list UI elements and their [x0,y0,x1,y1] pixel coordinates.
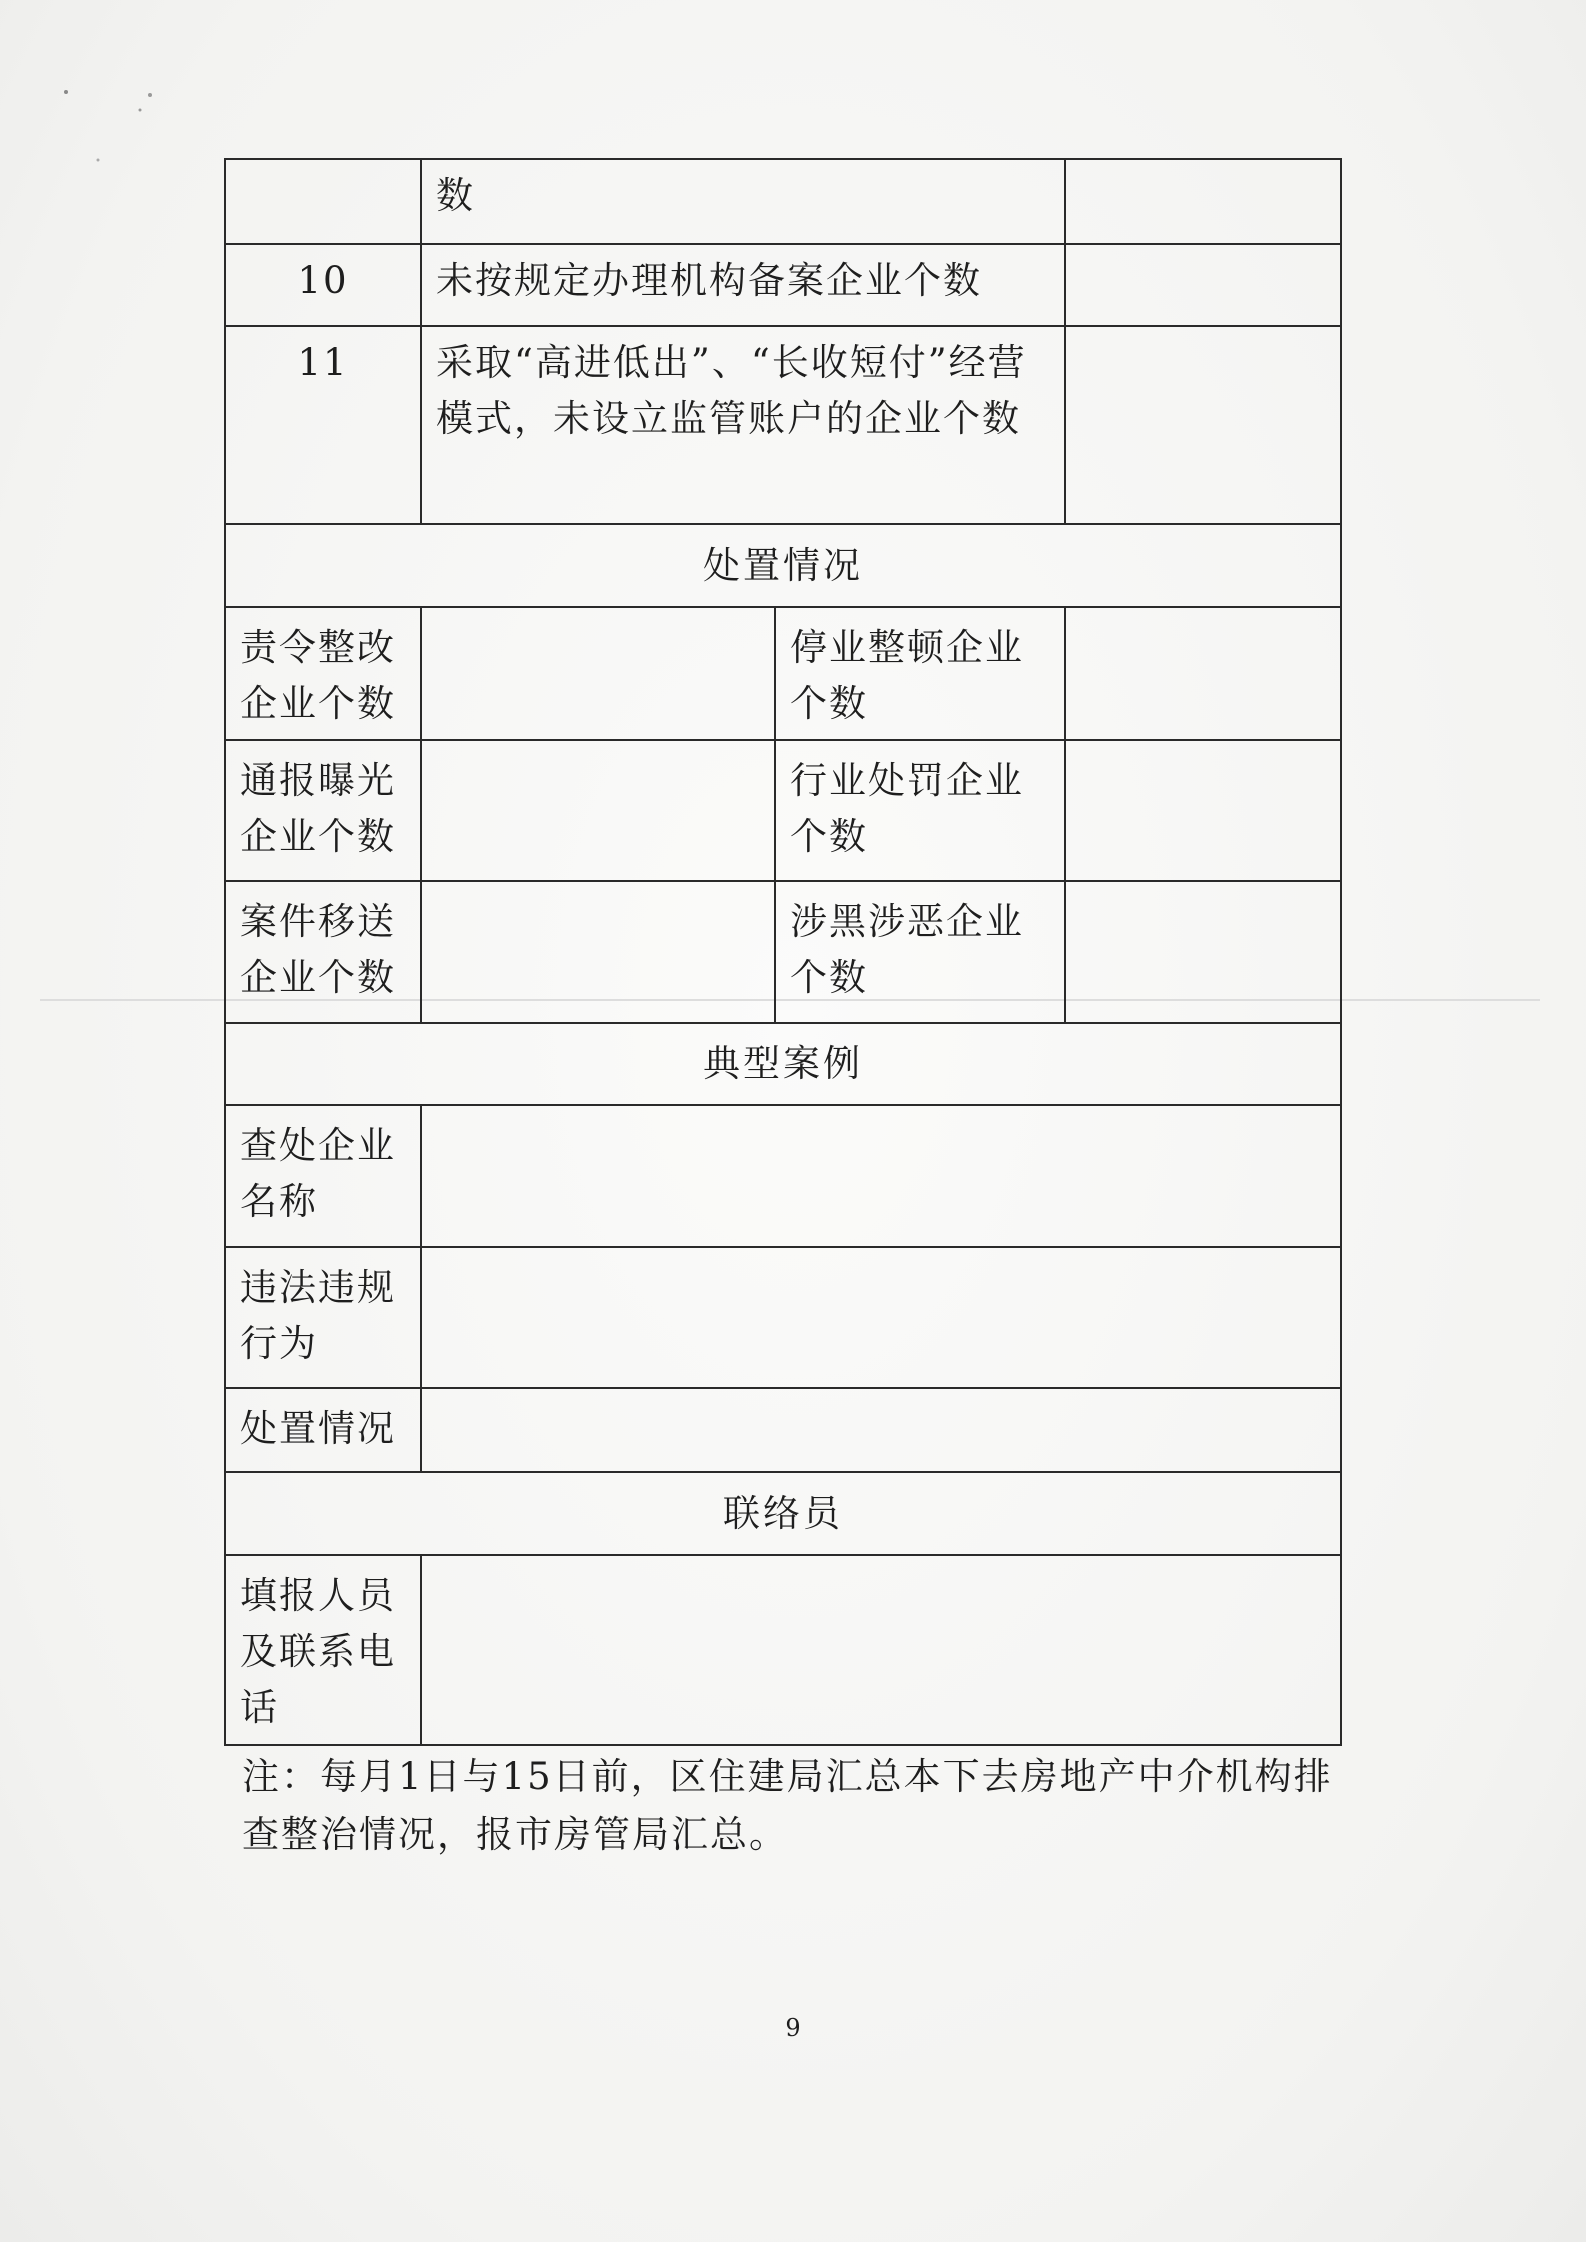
value-penalty [1065,740,1341,881]
row-10-value [1065,244,1341,327]
value-company-name [421,1105,1341,1246]
value-rectification [421,607,775,740]
row-11-number: 11 [225,326,421,524]
label-reporter-contact: 填报人员及联系电话 [225,1555,421,1745]
row-10-number: 10 [225,244,421,327]
cell-continued-number [225,159,421,244]
value-reporter-contact [421,1555,1341,1745]
label-case-transfer: 案件移送企业个数 [225,881,421,1022]
value-violations [421,1247,1341,1388]
value-case-transfer [421,881,775,1022]
label-case-disposal: 处置情况 [225,1388,421,1473]
row-11-text: 采取“高进低出”、“长收短付”经营模式，未设立监管账户的企业个数 [421,326,1065,524]
label-rectification: 责令整改企业个数 [225,607,421,740]
footnote: 注：每月1日与15日前，区住建局汇总本下去房地产中介机构排查整治情况，报市房管局汇总。 [242,1755,1333,1856]
label-exposure: 通报曝光企业个数 [225,740,421,881]
label-violations: 违法违规行为 [225,1247,421,1388]
value-case-disposal [421,1388,1341,1473]
value-exposure [421,740,775,881]
row-10-text: 未按规定办理机构备案企业个数 [421,244,1065,327]
label-penalty: 行业处罚企业个数 [775,740,1065,881]
label-company-name: 查处企业名称 [225,1105,421,1246]
section-liaison: 联络员 [225,1472,1341,1555]
cell-continued-text: 数 [421,159,1065,244]
page-number: 9 [785,2014,801,2042]
section-typical-cases: 典型案例 [225,1023,1341,1106]
row-11-value [1065,326,1341,524]
cell-continued-value [1065,159,1341,244]
label-suspension: 停业整顿企业个数 [775,607,1065,740]
value-gang-related [1065,881,1341,1022]
value-suspension [1065,607,1341,740]
report-table [224,158,1342,1746]
section-disposal: 处置情况 [225,524,1341,607]
label-gang-related: 涉黑涉恶企业个数 [775,881,1065,1022]
